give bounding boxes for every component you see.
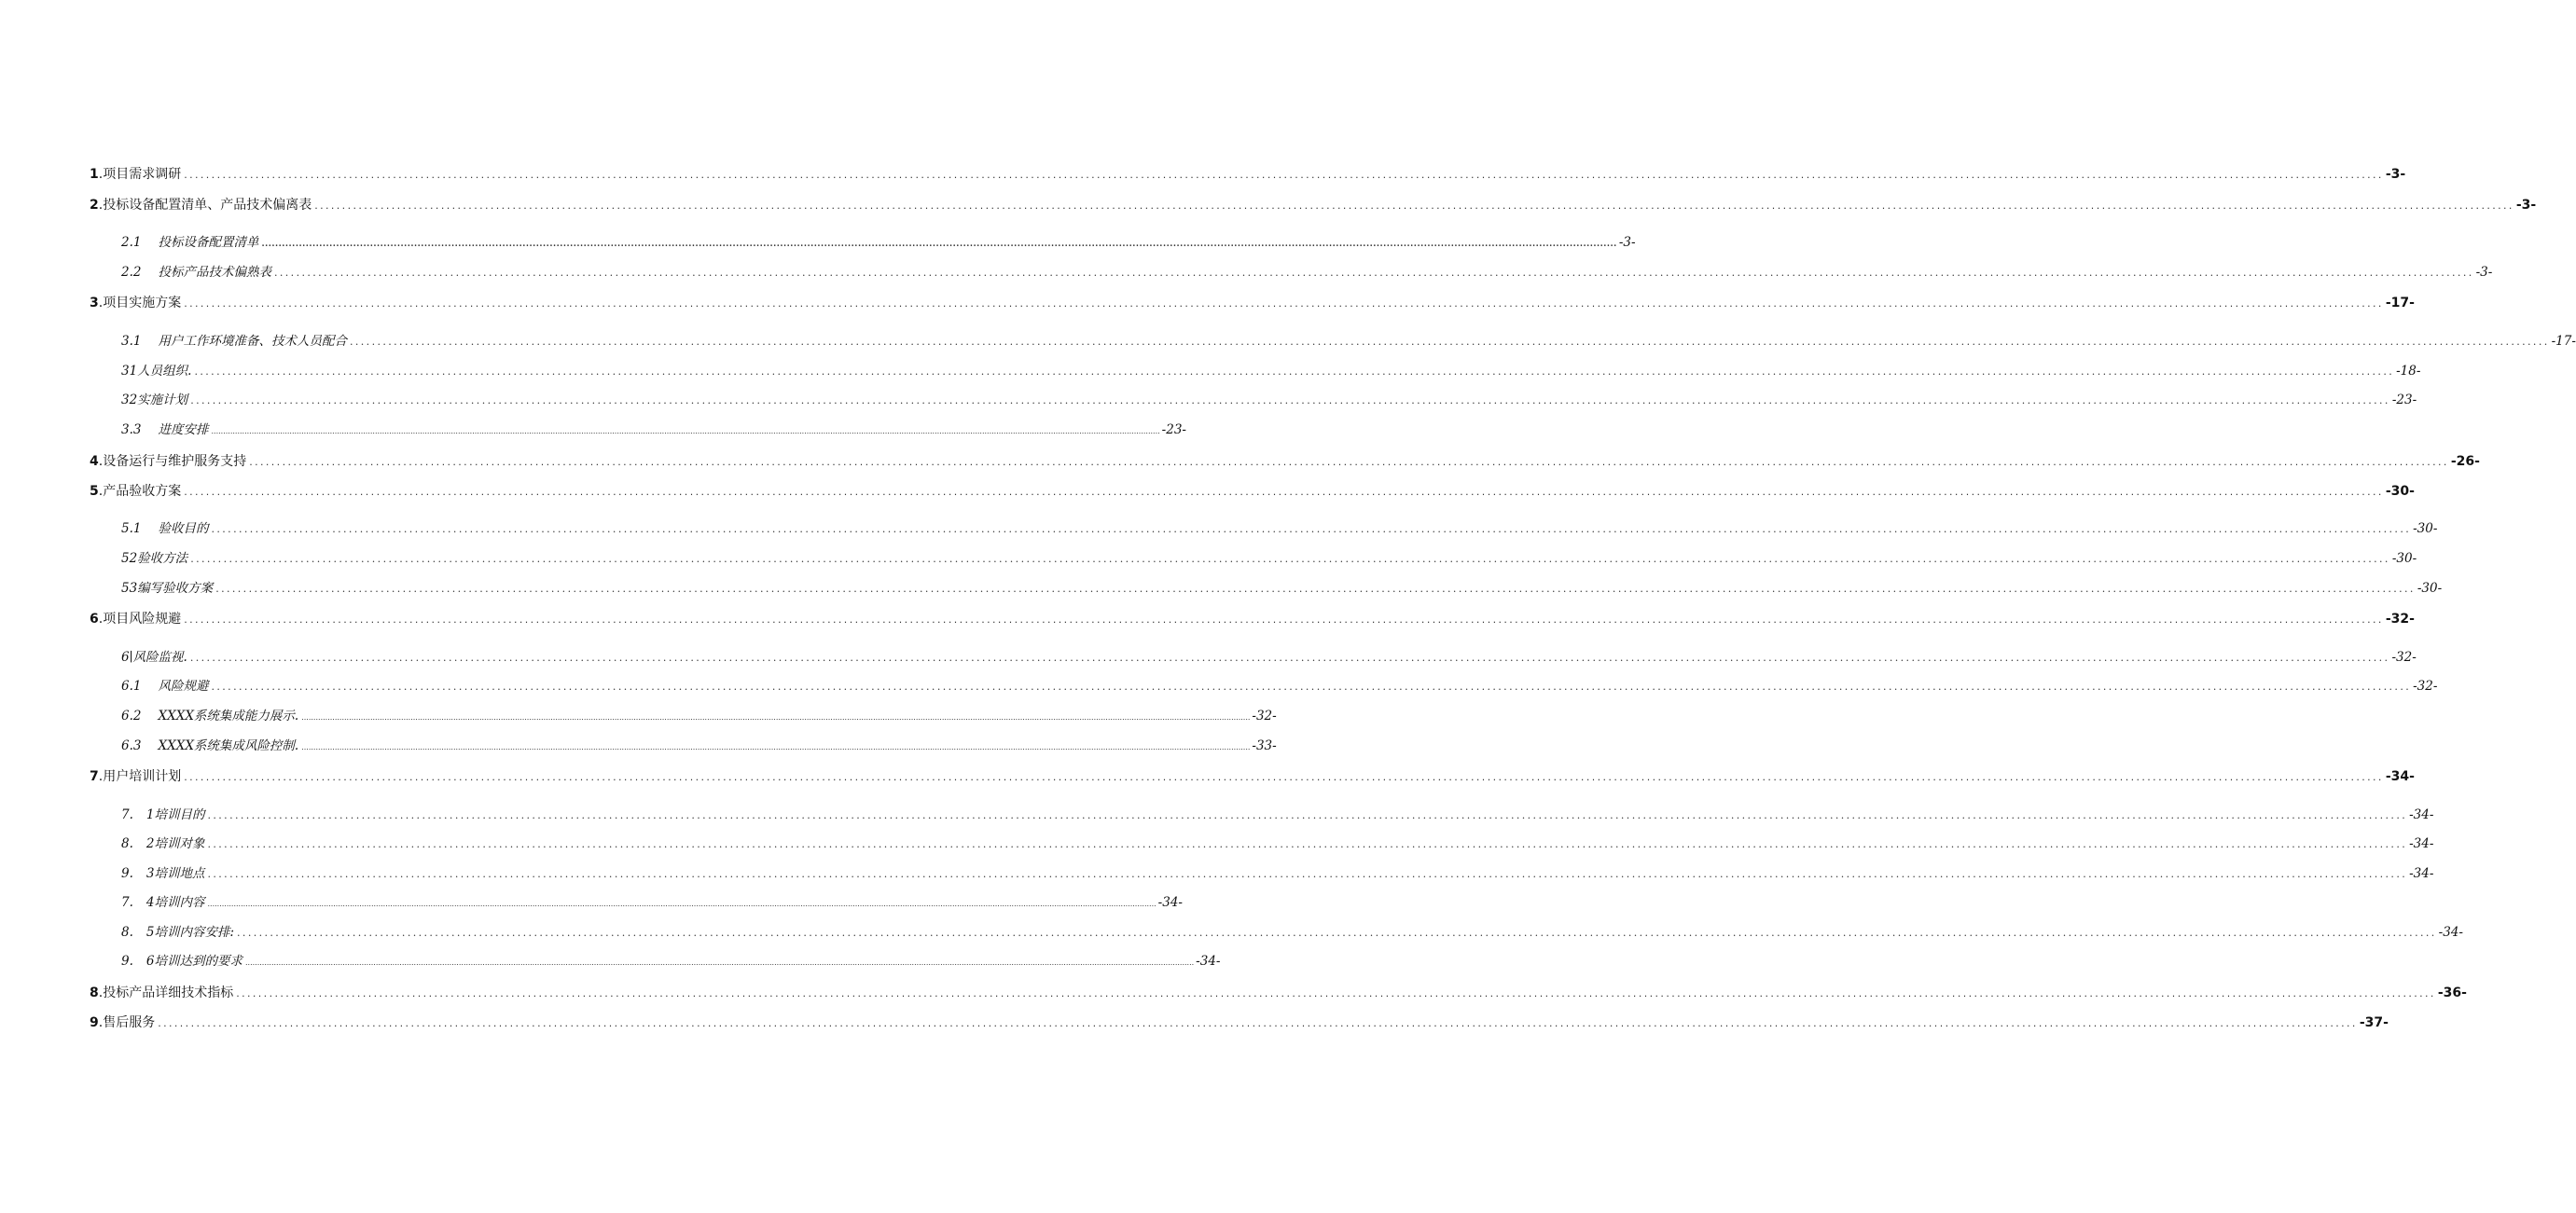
toc-page-number: -34- — [1157, 895, 1183, 910]
toc-title: .投标产品详细技术指标 — [98, 986, 234, 1000]
toc-title: .项目风险规避 — [98, 612, 182, 627]
dot-leader: ................................................................................................................................................................................................................................................................................................................................................................................................................ — [314, 200, 2514, 212]
toc-number: 7 — [90, 769, 99, 784]
toc-subentry[interactable] — [121, 360, 2421, 379]
toc-page-number: -36- — [2437, 986, 2467, 1000]
toc-page-number: -17- — [2551, 334, 2576, 349]
toc-title: .设备运行与维护服务支持 — [98, 454, 247, 469]
dot-leader: ................................................................................................................................................................................................................................................................................................................................................................................................................ — [236, 987, 2436, 999]
toc-title: 6∣风险监视. — [121, 650, 187, 665]
toc-title: 53编写验收方案 — [121, 581, 214, 596]
toc-entry[interactable] — [90, 293, 2415, 311]
toc-number: 8 — [90, 986, 99, 1000]
toc-number: 9. — [121, 866, 133, 881]
dot-leader: ................................................................................................................................................................................................................................................................................................................................................................................................................ — [207, 838, 2408, 850]
toc-subentry[interactable] — [121, 804, 2434, 822]
toc-subentry[interactable] — [121, 891, 1183, 910]
toc-title: .产品验收方案 — [98, 484, 182, 499]
toc-page-number: -3- — [2515, 198, 2537, 213]
dot-leader: ................................................................................................................................................................................................................................................................................................................................................................................................................ — [207, 900, 1156, 908]
toc-title: 3培训地点 — [145, 866, 205, 881]
toc-page-number: -30- — [2385, 484, 2415, 499]
toc-number: 6 — [90, 612, 99, 627]
toc-title: 2培训对象 — [145, 836, 205, 851]
toc-entry[interactable] — [90, 983, 2467, 1001]
toc-title: XXXX系统集成风险控制. — [158, 738, 299, 753]
toc-number: 8. — [121, 836, 133, 851]
dot-leader: ................................................................................................................................................................................................................................................................................................................................................................................................................ — [211, 681, 2412, 693]
dot-leader: ................................................................................................................................................................................................................................................................................................................................................................................................................ — [211, 427, 1160, 435]
toc-title: 4培训内容 — [145, 895, 205, 910]
toc-title: 5培训内容安排: — [145, 925, 235, 940]
dot-leader: ................................................................................................................................................................................................................................................................................................................................................................................................................ — [184, 486, 2384, 498]
toc-page-number: -34- — [1196, 954, 1221, 969]
dot-leader: ................................................................................................................................................................................................................................................................................................................................................................................................................ — [190, 394, 2390, 407]
toc-page-number: -32- — [2413, 679, 2438, 694]
toc-entry[interactable] — [90, 766, 2415, 785]
dot-leader: ................................................................................................................................................................................................................................................................................................................................................................................................................ — [184, 169, 2384, 181]
toc-page-number: -37- — [2359, 1015, 2389, 1030]
toc-title: .项目需求调研 — [98, 167, 182, 182]
toc-number: 2.1 — [121, 235, 142, 250]
toc-subentry[interactable] — [121, 517, 2438, 536]
toc-page-number: -34- — [2385, 769, 2415, 784]
toc-subentry[interactable] — [121, 389, 2417, 407]
toc-entry[interactable] — [90, 1013, 2389, 1031]
toc-title: .用户培训计划 — [98, 769, 182, 784]
toc-title: 32实施计划 — [121, 393, 188, 407]
toc-number: 5.1 — [121, 521, 142, 536]
toc-title: 进度安排 — [158, 422, 209, 437]
dot-leader: ................................................................................................................................................................................................................................................................................................................................................................................................................ — [207, 809, 2408, 821]
toc-number: 2 — [90, 198, 99, 213]
toc-page-number: -26- — [2450, 454, 2480, 469]
toc-page-number: -32- — [2391, 650, 2417, 665]
dot-leader: ................................................................................................................................................................................................................................................................................................................................................................................................................ — [215, 583, 2416, 595]
toc-subentry[interactable] — [121, 833, 2434, 851]
dot-leader: ................................................................................................................................................................................................................................................................................................................................................................................................................ — [261, 240, 1617, 249]
dot-leader: ................................................................................................................................................................................................................................................................................................................................................................................................................ — [349, 336, 2550, 348]
toc-page-number: -32- — [1252, 709, 1277, 724]
dot-leader: ................................................................................................................................................................................................................................................................................................................................................................................................................ — [184, 297, 2384, 310]
toc-title: 验收目的 — [158, 521, 209, 536]
toc-subentry[interactable] — [121, 577, 2443, 596]
toc-title: 用户工作环境准备、技术人员配合 — [158, 334, 347, 349]
toc-number: 7. — [121, 807, 133, 822]
toc-title: XXXX系统集成能力展示. — [158, 709, 299, 724]
toc-page-number: -34- — [2409, 866, 2434, 881]
toc-number: 7. — [121, 895, 133, 910]
dot-leader: ................................................................................................................................................................................................................................................................................................................................................................................................................ — [244, 958, 1195, 967]
toc-page-number: -34- — [2409, 807, 2434, 822]
toc-page-number: -3- — [2475, 265, 2493, 280]
dot-leader: ................................................................................................................................................................................................................................................................................................................................................................................................................ — [301, 743, 1251, 751]
toc-number: 5 — [90, 484, 99, 499]
toc-number: 8. — [121, 925, 133, 940]
toc-title: 52验收方法 — [121, 551, 188, 566]
toc-page-number: -33- — [1252, 738, 1277, 753]
toc-title: 6培训达到的要求 — [145, 954, 242, 969]
toc-subentry[interactable] — [121, 675, 2438, 694]
toc-page-number: -34- — [2438, 925, 2463, 940]
toc-number: 9. — [121, 954, 133, 969]
toc-title: 投标设备配置清单 — [158, 235, 259, 250]
toc-entry[interactable] — [90, 164, 2406, 183]
dot-leader: ................................................................................................................................................................................................................................................................................................................................................................................................................ — [194, 365, 2395, 378]
toc-number: 9 — [90, 1015, 99, 1030]
toc-title: .项目实施方案 — [98, 296, 182, 310]
toc-subentry[interactable] — [121, 261, 2493, 280]
toc-subentry[interactable] — [121, 419, 1186, 437]
toc-page-number: -3- — [1618, 235, 1636, 250]
dot-leader: ................................................................................................................................................................................................................................................................................................................................................................................................................ — [237, 927, 2437, 939]
dot-leader: ................................................................................................................................................................................................................................................................................................................................................................................................................ — [184, 613, 2384, 626]
toc-number: 3.1 — [121, 334, 142, 349]
toc-subentry[interactable] — [121, 231, 1636, 250]
toc-title: 投标产品技术偏熟表 — [158, 265, 271, 280]
toc-subentry[interactable] — [121, 646, 2417, 665]
dot-leader: ................................................................................................................................................................................................................................................................................................................................................................................................................ — [273, 267, 2474, 279]
dot-leader: ................................................................................................................................................................................................................................................................................................................................................................................................................ — [249, 456, 2449, 468]
toc-page-number: -23- — [1161, 422, 1186, 437]
toc-entry[interactable] — [90, 451, 2480, 470]
toc-subentry[interactable] — [121, 705, 1277, 724]
toc-title: .投标设备配置清单、产品技术偏离表 — [98, 198, 312, 213]
toc-number: 2.2 — [121, 265, 142, 280]
toc-page-number: -23- — [2391, 393, 2417, 407]
dot-leader: ................................................................................................................................................................................................................................................................................................................................................................................................................ — [158, 1017, 2358, 1029]
toc-number: 3.3 — [121, 422, 142, 437]
toc-page-number: -34- — [2409, 836, 2434, 851]
toc-entry[interactable] — [90, 481, 2415, 500]
toc-entry[interactable] — [90, 195, 2537, 214]
dot-leader: ................................................................................................................................................................................................................................................................................................................................................................................................................ — [207, 868, 2408, 880]
toc-title: 31人员组织. — [121, 364, 192, 379]
dot-leader: ................................................................................................................................................................................................................................................................................................................................................................................................................ — [211, 523, 2412, 535]
toc-number: 6.1 — [121, 679, 142, 694]
toc-number: 6.3 — [121, 738, 142, 753]
toc-number: 1 — [90, 167, 99, 182]
toc-title: 1培训目的 — [145, 807, 205, 822]
toc-page-number: -3- — [2385, 167, 2406, 182]
toc-entry[interactable] — [90, 609, 2415, 627]
dot-leader: ................................................................................................................................................................................................................................................................................................................................................................................................................ — [184, 771, 2384, 783]
toc-page-number: -17- — [2385, 296, 2415, 310]
toc-number: 6.2 — [121, 709, 142, 724]
toc-page-number: -30- — [2413, 521, 2438, 536]
toc-subentry[interactable] — [121, 735, 1277, 753]
toc-subentry[interactable] — [121, 330, 2576, 349]
toc-subentry[interactable] — [121, 921, 2463, 940]
toc-subentry[interactable] — [121, 547, 2417, 566]
dot-leader: ................................................................................................................................................................................................................................................................................................................................................................................................................ — [190, 553, 2390, 565]
toc-page-number: -32- — [2385, 612, 2415, 627]
toc-page-number: -30- — [2391, 551, 2417, 566]
toc-title: .售后服务 — [98, 1015, 156, 1030]
dot-leader: ................................................................................................................................................................................................................................................................................................................................................................................................................ — [301, 713, 1251, 722]
toc-subentry[interactable] — [121, 950, 1221, 969]
toc-page-number: -18- — [2396, 364, 2421, 379]
toc-page-number: -30- — [2417, 581, 2443, 596]
toc-number: 4 — [90, 454, 99, 469]
toc-number: 3 — [90, 296, 99, 310]
toc-subentry[interactable] — [121, 862, 2434, 881]
toc-title: 风险规避 — [158, 679, 209, 694]
dot-leader: ................................................................................................................................................................................................................................................................................................................................................................................................................ — [189, 652, 2390, 664]
